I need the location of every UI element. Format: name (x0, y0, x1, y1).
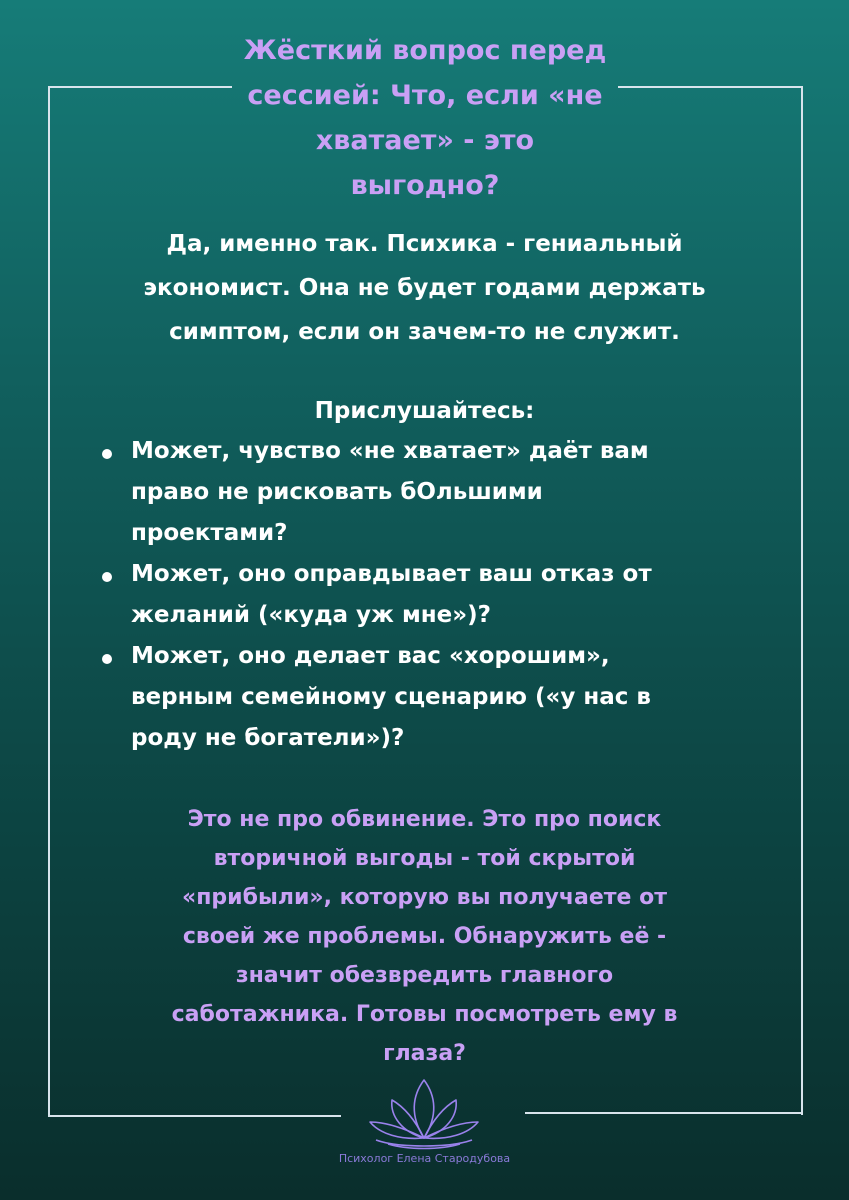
list-item-line: желаний («куда уж мне»)? (131, 602, 491, 628)
closing-line: саботажника. Готовы посмотреть ему в (171, 1002, 678, 1027)
list-item-line: верным семейному сценарию («у нас в (131, 684, 651, 710)
closing-line: «прибыли», которую вы получаете от (182, 885, 667, 910)
page-title (200, 28, 650, 208)
title-line: сессией: Что, если «не (247, 80, 603, 111)
signature: Психолог Елена Стародубова (338, 1152, 511, 1165)
bullet-icon (102, 449, 112, 459)
closing-line: глаза? (383, 1041, 466, 1066)
intro-paragraph (60, 222, 789, 354)
list-item (96, 431, 776, 554)
intro-line: симптом, если он зачем-то не служит. (169, 319, 680, 345)
title-line: Жёсткий вопрос перед (243, 35, 607, 66)
title-line: хватает» - это (315, 125, 535, 156)
list-item-line: проектами? (131, 520, 288, 546)
closing-paragraph (90, 800, 759, 1073)
list-item-line: Может, оно делает вас «хорошим», (131, 643, 610, 669)
bullet-icon (102, 572, 112, 582)
intro-line: экономист. Она не будет годами держать (143, 275, 706, 301)
listen-heading: Прислушайтесь: (314, 398, 535, 424)
closing-line: вторичной выгоды - той скрытой (213, 846, 636, 871)
list-item (96, 554, 776, 636)
frame-bottom-left (48, 1115, 341, 1117)
intro-line: Да, именно так. Психика - гениальный (166, 231, 683, 257)
closing-line: своей же проблемы. Обнаружить её - (182, 924, 667, 949)
frame-left (48, 86, 50, 1117)
question-list (96, 431, 776, 759)
list-item-line: Может, оно оправдывает ваш отказ от (131, 561, 652, 587)
list-item-line: роду не богатели»)? (131, 725, 405, 751)
frame-right (801, 86, 803, 1115)
closing-line: значит обезвредить главного (235, 963, 614, 988)
list-item-line: Может, чувство «не хватает» даёт вам (131, 438, 649, 464)
list-item (96, 636, 776, 759)
closing-line: Это не про обвинение. Это про поиск (187, 807, 662, 832)
title-line: выгодно? (350, 170, 500, 201)
lotus-icon (358, 1074, 490, 1154)
frame-bottom-right (525, 1112, 803, 1114)
bullet-icon (102, 654, 112, 664)
list-item-line: право не рисковать бОльшими (131, 479, 543, 505)
